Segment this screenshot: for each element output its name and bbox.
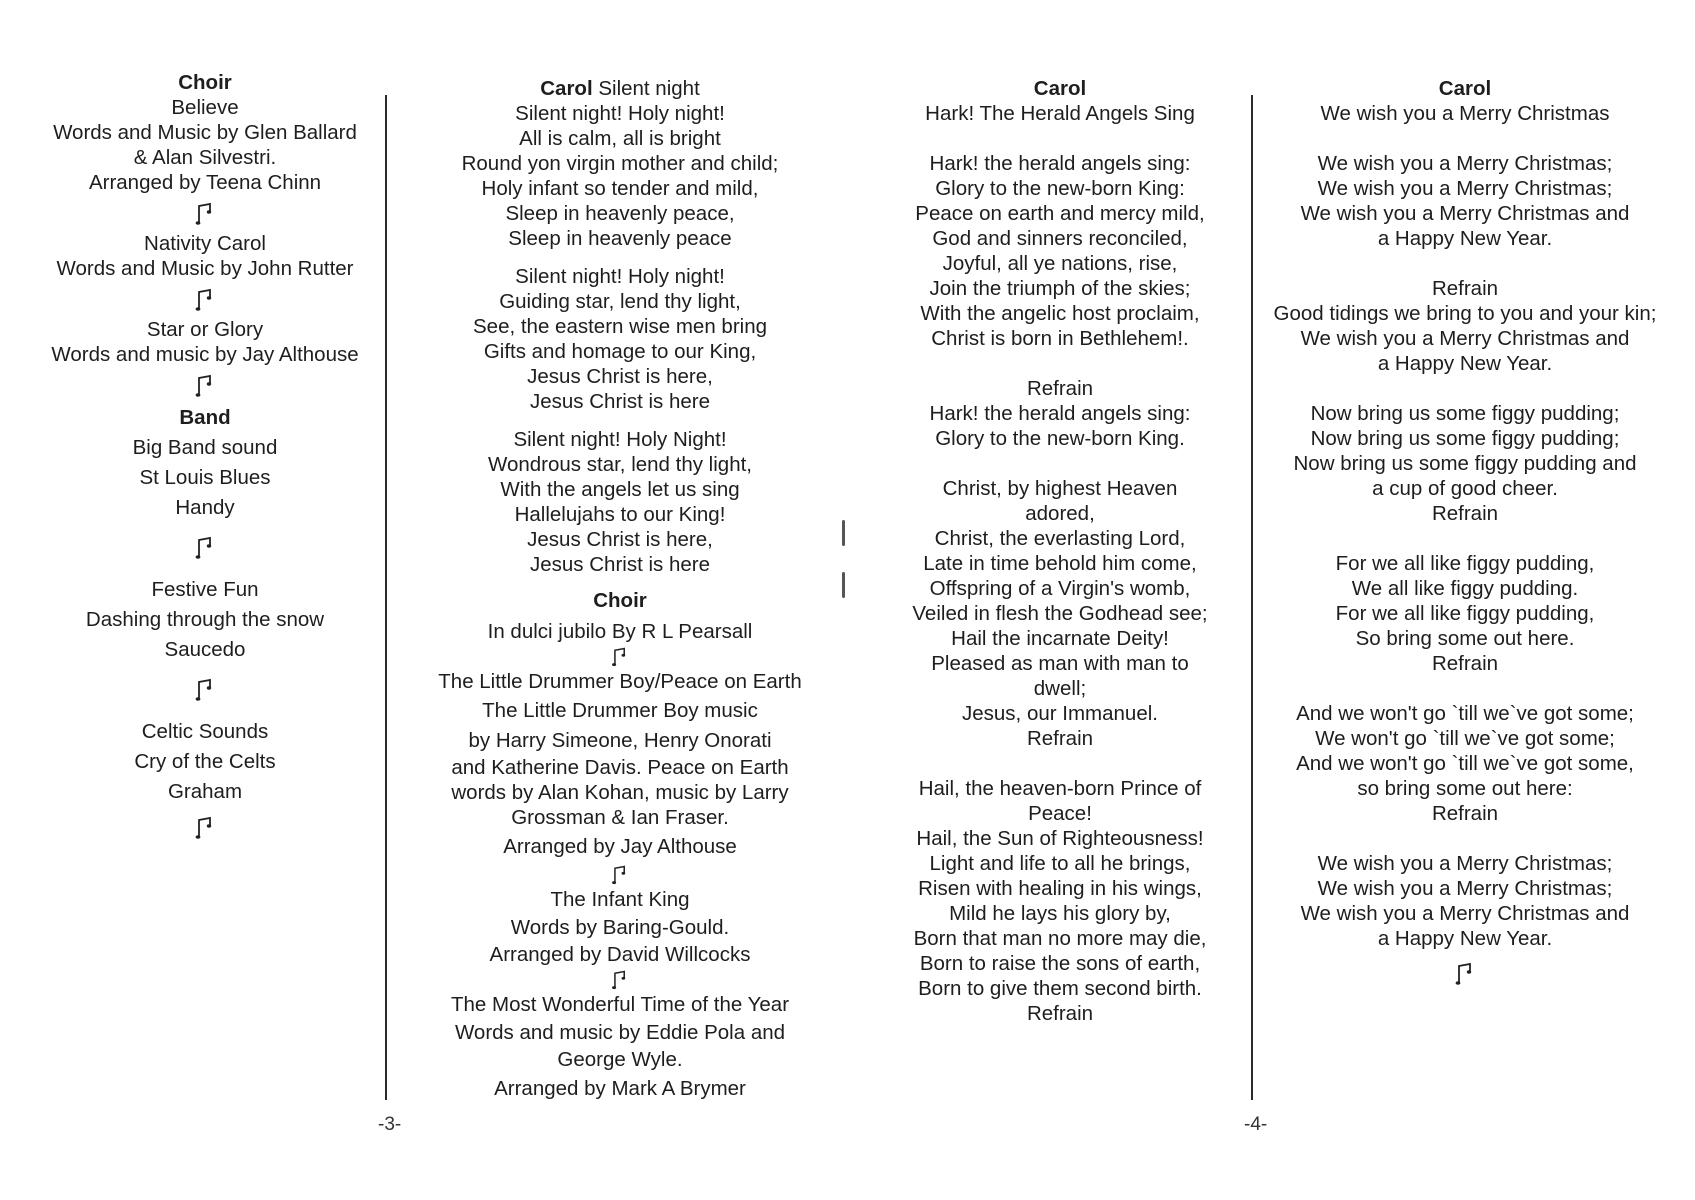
lyric-line: Hallelujahs to our King! [514,503,726,526]
music-note-icon [30,677,380,703]
lyric-line: And we won't go `till we`ve got some; [1296,702,1634,725]
page-number-left: -3- [378,1114,402,1135]
programme-line: Festive Fun [151,578,259,601]
lyric-line: For we all like figgy pudding, [1335,552,1595,575]
lyric-line: Born that man no more may die, [913,927,1207,950]
programme-line: and Katherine Davis. Peace on Earth [451,756,789,779]
left-page-divider [385,95,387,1100]
refrain-label: Refrain [1431,802,1499,825]
lyric-line: a cup of good cheer. [1372,477,1558,500]
refrain-label: Refrain [1026,727,1094,750]
lyric-line: Hail the incarnate Deity! [951,627,1169,650]
lyric-line: Hail, the Sun of Righteousness! [916,827,1204,850]
carol-title: Carol Silent night [540,77,700,100]
programme-line: Star or Glory [146,318,264,341]
fold-mark [842,572,845,598]
lyric-line: dwell; [1033,677,1087,700]
lyric-line: Round yon virgin mother and child; [461,152,779,175]
lyric-line: Hark! the herald angels sing: [929,402,1191,425]
programme-line: The Infant King [550,888,690,911]
programme-line: & Alan Silvestri. [133,146,277,169]
programme-line: Words by Baring-Gould. [510,916,730,939]
lyric-line: Gifts and homage to our King, [483,340,757,363]
lyric-line: So bring some out here. [1355,627,1575,650]
programme-line: Arranged by David Willcocks [489,943,751,966]
programme-line: Celtic Sounds [141,720,269,743]
music-note-icon [30,535,380,561]
programme-line: Arranged by Teena Chinn [88,171,322,194]
lyric-line: Now bring us some figgy pudding and [1293,452,1637,475]
lyric-line: Jesus Christ is here [529,553,710,576]
choir-heading: Choir [593,589,647,612]
programme-line: Big Band sound [132,436,278,459]
programme-line: Nativity Carol [144,232,266,255]
lyric-line: a Happy New Year. [1377,927,1553,950]
programme-line: Words and music by Jay Althouse [51,343,359,366]
lyric-line: Hark! the herald angels sing: [929,152,1191,175]
carol-label: Carol [1438,77,1492,100]
lyric-line: Risen with healing in his wings, [918,877,1202,900]
lyric-line: Mild he lays his glory by, [949,902,1171,925]
music-note-icon [1255,961,1675,987]
lyric-line: Joyful, all ye nations, rise, [942,252,1178,275]
programme-line: St Louis Blues [139,466,271,489]
lyric-line: a Happy New Year. [1377,227,1553,250]
lyric-line: Peace on earth and mercy mild, [915,202,1205,225]
refrain-label: Refrain [1026,377,1094,400]
lyric-line: We wish you a Merry Christmas; [1317,177,1613,200]
lyric-line: so bring some out here: [1357,777,1573,800]
refrain-label: Refrain [1026,1002,1094,1025]
programme-line: Words and music by Eddie Pola and [454,1021,786,1044]
music-note-icon [420,646,820,668]
programme-line: Handy [175,496,235,519]
lyric-line: Jesus Christ is here, [527,528,713,551]
lyric-line: Glory to the new-born King: [935,177,1185,200]
lyric-line: Guiding star, lend thy light, [499,290,741,313]
lyric-line: Christ is born in Bethlehem!. [931,327,1189,350]
programme-line: The Most Wonderful Time of the Year [450,993,790,1016]
lyric-line: Born to raise the sons of earth, [919,952,1201,975]
lyric-line: Peace! [1028,802,1092,825]
programme-line: The Little Drummer Boy music [482,699,758,722]
programme-line: Believe [171,96,239,119]
music-note-icon [30,373,380,399]
band-heading: Band [179,406,231,429]
lyric-line: We wish you a Merry Christmas and [1300,202,1630,225]
lyric-line: Silent night! Holy night! [515,102,725,125]
refrain-label: Refrain [1431,652,1499,675]
column-1-programme [30,70,380,841]
column-2-silent-night [420,76,820,1104]
lyric-line: Jesus, our Immanuel. [962,702,1158,725]
programme-line: Dashing through the snow [85,608,325,631]
programme-line: words by Alan Kohan, music by Larry [451,781,789,804]
lyric-line: a Happy New Year. [1377,352,1553,375]
programme-line: The Little Drummer Boy/Peace on Earth [438,670,802,693]
lyric-line: Good tidings we bring to you and your kin; [1273,302,1657,325]
programme-line: Arranged by Mark A Brymer [494,1077,746,1100]
lyric-line: Hail, the heaven-born Prince of [918,777,1202,800]
lyric-line: We wish you a Merry Christmas and [1300,902,1630,925]
lyric-line: Silent night! Holy Night! [513,428,727,451]
lyric-line: Now bring us some figgy pudding; [1310,427,1620,450]
lyric-line: All is calm, all is bright [519,127,721,150]
lyric-line: And we won't go `till we`ve got some, [1296,752,1634,775]
lyric-line: Jesus Christ is here, [527,365,713,388]
music-note-icon [30,201,380,227]
column-3-hark-herald [890,76,1230,1026]
programme-line: Saucedo [164,638,246,661]
page-number-right: -4- [1244,1114,1268,1135]
refrain-label: Refrain [1431,277,1499,300]
column-4-merry-christmas [1255,76,1675,991]
programme-line: Cry of the Celts [134,750,276,773]
refrain-label: Refrain [1431,502,1499,525]
lyric-line: With the angels let us sing [500,478,740,501]
carol-label: Carol [1033,77,1087,100]
lyric-line: See, the eastern wise men bring [473,315,767,338]
programme-line: Arranged by Jay Althouse [503,835,737,858]
lyric-line: God and sinners reconciled, [932,227,1188,250]
lyric-line: Sleep in heavenly peace, [505,202,735,225]
lyric-line: Holy infant so tender and mild, [481,177,759,200]
programme-line: Words and Music by Glen Ballard [53,121,357,144]
lyric-line: Offspring of a Virgin's womb, [929,577,1191,600]
lyric-line: Pleased as man with man to [931,652,1189,675]
lyric-line: Glory to the new-born King. [935,427,1185,450]
lyric-line: Christ, by highest Heaven [942,477,1178,500]
lyric-line: Sleep in heavenly peace [508,227,732,250]
lyric-line: For we all like figgy pudding, [1335,602,1595,625]
lyric-line: Join the triumph of the skies; [929,277,1191,300]
carol-title: Hark! The Herald Angels Sing [925,102,1195,125]
lyric-line: We won't go `till we`ve got some; [1315,727,1615,750]
lyric-line: We wish you a Merry Christmas; [1317,152,1613,175]
choir-heading: Choir [178,71,232,94]
lyric-line: Christ, the everlasting Lord, [934,527,1186,550]
programme-line: Words and Music by John Rutter [56,257,354,280]
music-note-icon [30,287,380,313]
carol-title: We wish you a Merry Christmas [1320,102,1610,125]
lyric-line: With the angelic host proclaim, [920,302,1200,325]
programme-line: George Wyle. [557,1048,683,1071]
music-note-icon [420,969,820,991]
lyric-line: We all like figgy pudding. [1351,577,1579,600]
programme-line: In dulci jubilo By R L Pearsall [487,620,753,643]
lyric-line: Born to give them second birth. [918,977,1202,1000]
lyric-line: Now bring us some figgy pudding; [1310,402,1620,425]
lyric-line: We wish you a Merry Christmas; [1317,852,1613,875]
lyric-line: Veiled in flesh the Godhead see; [912,602,1208,625]
programme-line: by Harry Simeone, Henry Onorati [468,729,772,752]
right-page-divider [1251,95,1253,1100]
programme-line: Graham [167,780,243,803]
lyric-line: Light and life to all he brings, [929,852,1191,875]
lyric-line: Late in time behold him come, [923,552,1197,575]
lyric-line: Jesus Christ is here [529,390,710,413]
lyric-line: We wish you a Merry Christmas and [1300,327,1630,350]
lyric-line: Silent night! Holy night! [515,265,725,288]
lyric-line: adored, [1025,502,1095,525]
programme-line: Grossman & Ian Fraser. [511,806,729,829]
music-note-icon [30,815,380,841]
lyric-line: Wondrous star, lend thy light, [488,453,752,476]
lyric-line: We wish you a Merry Christmas; [1317,877,1613,900]
fold-mark [842,520,845,546]
music-note-icon [420,864,820,886]
